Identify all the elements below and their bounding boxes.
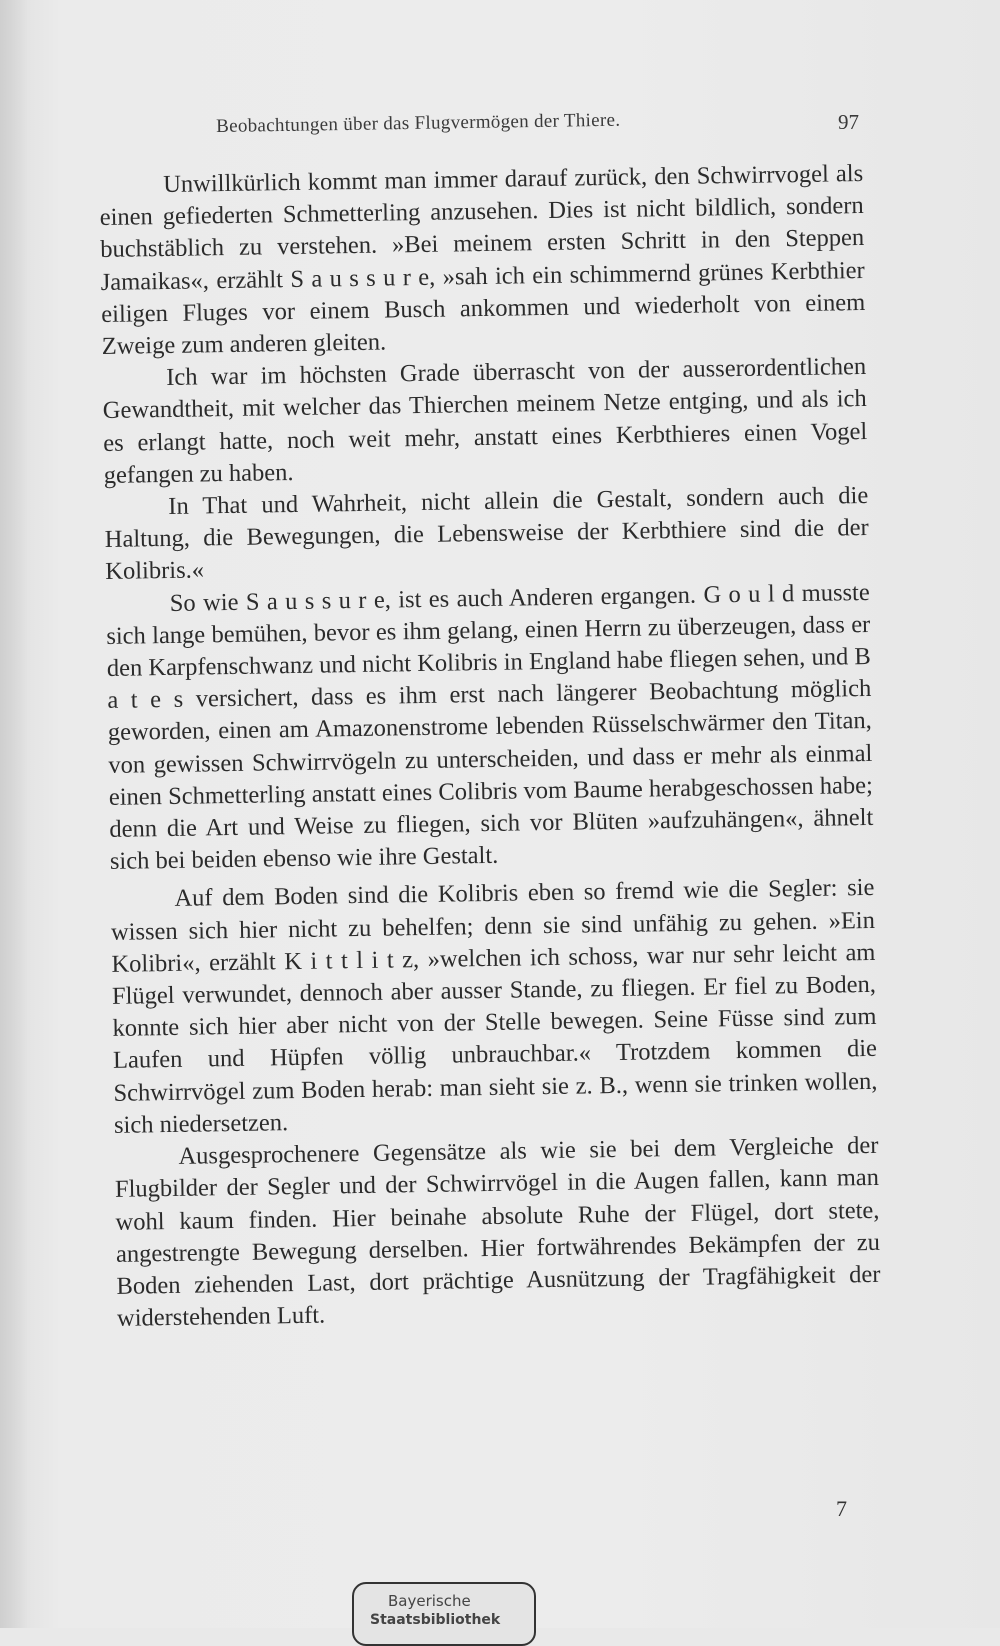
paragraph: Ich war im höchsten Grade überrascht von der ausserordentlichen Gewandtheit, mit welcher das Thierchen meinem Netze entging, und als ich es erlangt hatte, noch weit mehr, anstatt eines Kerbthieres einen Vogel gefangen zu haben. [102,353,868,489]
spine-shadow [0,0,28,1628]
running-title: Beobachtungen über das Flugvermögen der Thiere. [216,109,621,137]
signature-mark: 7 [836,1496,847,1521]
paragraph: In That und Wahrheit, nicht allein die Gestalt, sondern auch die Haltung, die Bewegungen, die Lebensweise der Kerbthiere sind die der Kolibris.« [104,481,869,586]
stamp-line-1: Bayerische [388,1592,471,1610]
page-number: 97 [838,110,859,134]
library-stamp [352,1582,536,1646]
body-text [99,158,881,1335]
stamp-line-2: Staatsbibliothek [370,1612,501,1628]
paragraph: So wie S a u s s u r e, ist es auch Anderen ergangen. G o u l d musste sich lange bemühen, bevor es ihm gelang, einen Herrn zu überzeugen, dass er den Karpfenschwanz und nicht Kolibris in England habe fliegen sehen, und B a t e s versichert, dass es ihm erst nach längerer Beobachtung möglich geworden, einen am Amazonenstrome lebenden Rüsselschwärmer den Titan, von gewissen Schwirrvögeln zu unterscheiden, und dass er mehr als einmal einen Schmetterling anstatt eines Colibris vom Baume herabgeschossen habe; denn die Art und Weise zu fliegen, sich vor Blüten »aufzuhängen«, ähnelt sich bei beiden ebenso wie ihre Gestalt. [106,578,874,876]
paragraph: Unwillkürlich kommt man immer darauf zurück, den Schwirrvogel als einen gefiederten Schmetterling anzusehen. Dies ist nicht bildlich, sondern buchstäblich zu verstehen. »Bei meinem ersten Schritt in den Steppen Jamaikas«, erzählt S a u s s u r e, »sah ich ein schimmernd grünes Kerbthier eiligen Fluges vor einem Busch ankommen und wiederholt von einem Zweige zum anderen gleiten. [99,159,866,360]
paragraph: Ausgesprochenere Gegensätze als wie sie bei dem Vergleiche der Flugbilder der Segler und der Schwirrvögel in die Augen fallen, kann man wohl kaum finden. Hier beinahe absolute Ruhe der Flügel, dort stete, angestrengte Bewegung derselben. Hier fortwährendes Bekämpfen der zu Boden ziehenden Last, dort prächtige Ausnützung der Tragfähigkeit der widerstehenden Luft. [114,1131,881,1332]
paragraph: Auf dem Boden sind die Kolibris eben so fremd wie die Segler: sie wissen sich hier nicht zu behelfen; denn sie sind unfähig zu gehen. »Ein Kolibri«, erzählt K i t t l i t z, »welchen ich schoss, war nur sehr leicht am Flügel verwundet, dennoch aber ausser Stande, zu fliegen. Er fiel zu Boden, konnte sich hier aber nicht von der Stelle bewegen. Seine Füsse sind zum Laufen und Hüpfen völlig unbrauchbar.« Trotzdem kommen die Schwirrvögel zum Boden herab: man sieht sie z. B., wenn sie trinken wollen, sich niedersetzen. [110,874,878,1139]
